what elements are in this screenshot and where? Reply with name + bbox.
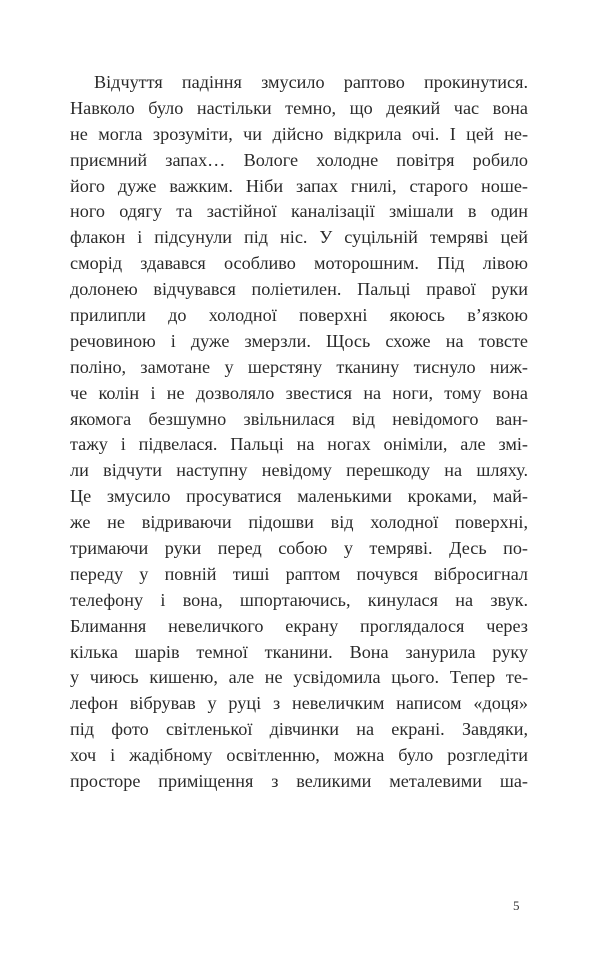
text-line: лефон вібрував у руці з невеличким написом «доця» [70,693,528,714]
text-line: приємний запах… Вологе холодне повітря робило [70,149,528,170]
text-line: кілька шарів темної тканини. Вона занурила руку [70,641,528,662]
text-line: сморід здавався особливо моторошним. Під лівою [70,253,528,274]
text-line: Це змусило просуватися маленькими кроками, май- [70,486,528,507]
text-line: не могла зрозуміти, чи дійсно відкрила очі. І цей не- [70,123,528,144]
text-line: його дуже важким. Ніби запах гнилі, старого ноше- [70,175,528,196]
text-line: якомога безшумно звільнилася від невідомого ван- [70,408,528,429]
text-line: під фото світленької дівчинки на екрані. Завдяки, [70,719,528,740]
text-line: просторе приміщення з великими металевими ша- [70,771,528,792]
text-line: прилипли до холодної поверхні якоюсь в’язкою [70,305,528,326]
text-line: Навколо було настільки темно, що деякий час вона [70,97,528,118]
text-line: тримаючи руки перед собою у темряві. Десь по- [70,538,528,559]
text-line: Відчуття падіння змусило раптово прокинутися. [94,72,528,92]
text-line: хоч і жадібному освітленню, можна було розгледіти [70,745,528,766]
text-line: тажу і підвелася. Пальці на ногах оніміли, але змі- [70,434,528,455]
text-line: же не відриваючи підошви від холодної поверхні, [70,512,528,533]
page-body-text [70,70,528,795]
text-line: у чиюсь кишеню, але не усвідомила цього. Тепер те- [70,667,528,688]
text-line: Блимання невеличкого екрану проглядалося через [70,615,528,636]
text-line: поліно, замотане у шерстяну тканину тиснуло ниж- [70,356,528,377]
text-line: ного одягу та застійної каналізації змішали в один [70,201,528,222]
text-line: че колін і не дозволяло звестися на ноги, тому вона [70,382,528,403]
text-line: долонею відчувався поліетилен. Пальці правої руки [70,279,528,300]
text-line: переду у повній тиші раптом почувся вібросигнал [70,563,528,584]
text-line: речовиною і дуже змерзли. Щось схоже на товсте [70,330,528,351]
text-line: флакон і підсунули під ніс. У суцільній темряві цей [70,227,528,248]
page-number: 5 [513,898,520,913]
text-line: телефону і вона, шпортаючись, кинулася на звук. [70,589,528,610]
text-line: ли відчути наступну невідому перешкоду на шляху. [70,460,528,481]
